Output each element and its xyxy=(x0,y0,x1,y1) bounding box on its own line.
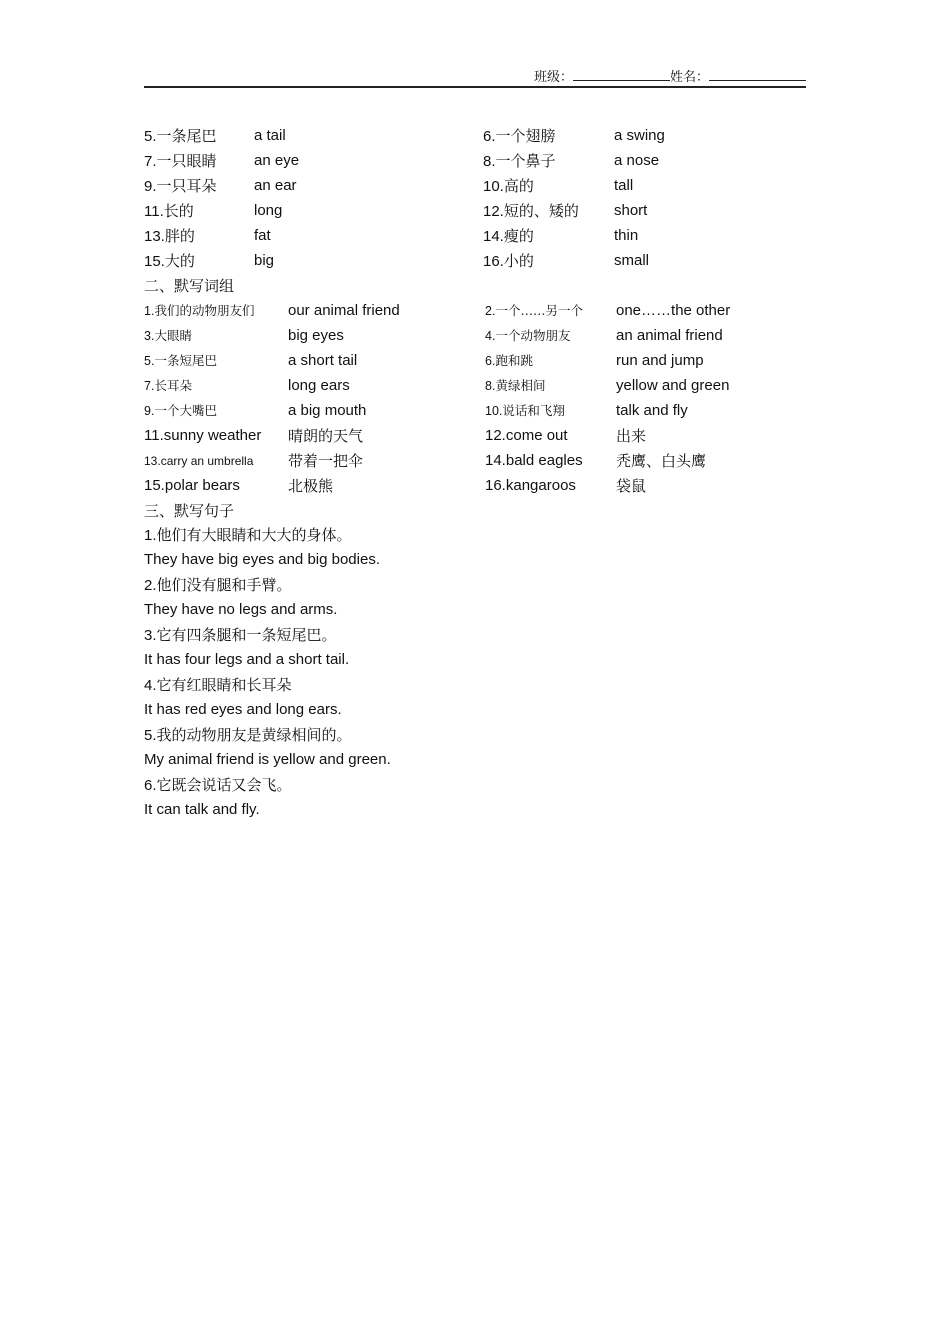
sentence-prompt xyxy=(144,725,352,746)
phrase-number: 6. xyxy=(485,354,496,368)
vocab-chinese: 一只眼睛 xyxy=(156,152,217,170)
phrase-item xyxy=(485,476,576,496)
vocab-english: small xyxy=(614,252,650,269)
vocab-number: 6. xyxy=(483,128,496,145)
sentence-number: 4. xyxy=(144,677,157,694)
phrase-prompt: 我们的动物朋友们 xyxy=(154,303,255,318)
sentence-answer: It has four legs and a short tail. xyxy=(144,651,350,668)
sentence-answer: It has red eyes and long ears. xyxy=(144,701,342,718)
vocab-english: a tail xyxy=(254,127,286,144)
phrase-prompt: 跑和跳 xyxy=(495,353,533,368)
sentence-prompt xyxy=(144,575,292,596)
vocab-english: fat xyxy=(254,227,271,244)
phrase-prompt: carry an umbrella xyxy=(160,454,254,468)
phrase-number: 4. xyxy=(485,329,496,343)
phrase-item xyxy=(144,426,261,446)
vocab-item xyxy=(483,226,534,247)
phrase-item xyxy=(144,476,240,496)
sentence-number: 1. xyxy=(144,527,157,544)
vocab-item xyxy=(144,176,217,197)
sentence-answer: My animal friend is yellow and green. xyxy=(144,751,391,768)
vocab-chinese: 大的 xyxy=(164,252,195,270)
class-blank xyxy=(573,68,670,81)
class-label: 班级： xyxy=(533,70,573,85)
name-label: 姓名： xyxy=(669,70,709,85)
phrase-answer: an animal friend xyxy=(616,327,723,344)
phrase-answer: yellow and green xyxy=(616,377,730,394)
vocab-english: thin xyxy=(614,227,639,244)
vocab-item xyxy=(144,226,195,247)
phrase-answer: a big mouth xyxy=(288,402,367,419)
phrase-answer: 北极熊 xyxy=(288,477,334,495)
vocab-number: 8. xyxy=(483,153,496,170)
vocab-item xyxy=(144,151,217,172)
vocab-number: 11. xyxy=(144,203,164,220)
phrase-prompt: 一条短尾巴 xyxy=(154,353,217,368)
phrase-number: 16. xyxy=(485,477,506,494)
vocab-item xyxy=(483,251,534,272)
vocab-english: tall xyxy=(614,177,634,194)
vocab-number: 15. xyxy=(144,253,165,270)
vocab-item xyxy=(144,126,217,147)
sentence-chinese: 我的动物朋友是黄绿相间的。 xyxy=(156,726,352,744)
sentence-answer: They have big eyes and big bodies. xyxy=(144,551,380,568)
vocab-item xyxy=(483,201,579,222)
phrase-answer: 袋鼠 xyxy=(616,477,647,495)
phrase-prompt: 一个……另一个 xyxy=(495,303,583,318)
vocab-chinese: 瘦的 xyxy=(503,227,534,245)
phrase-item xyxy=(144,376,192,396)
sentence-prompt xyxy=(144,675,292,696)
phrase-answer: long ears xyxy=(288,377,350,394)
sentence-chinese: 他们有大眼睛和大大的身体。 xyxy=(156,526,352,544)
vocab-chinese: 一个翅膀 xyxy=(495,127,556,145)
vocab-chinese: 胖的 xyxy=(164,227,195,245)
phrase-number: 10. xyxy=(485,404,503,418)
page-header xyxy=(144,64,806,88)
sentence-prompt xyxy=(144,775,292,796)
sentence-answer: They have no legs and arms. xyxy=(144,601,338,618)
sentence-prompt xyxy=(144,525,352,546)
phrase-item xyxy=(144,401,217,421)
phrase-item xyxy=(144,351,217,371)
phrase-prompt: 长耳朵 xyxy=(154,378,192,393)
vocab-item xyxy=(483,151,556,172)
vocab-english: long xyxy=(254,202,283,219)
phrase-answer: a short tail xyxy=(288,352,358,369)
vocab-number: 9. xyxy=(144,178,157,195)
phrase-number: 2. xyxy=(485,304,496,318)
phrase-number: 12. xyxy=(485,427,506,444)
phrase-item xyxy=(144,301,254,321)
phrase-prompt: 说话和飞翔 xyxy=(502,403,565,418)
phrase-answer: one……the other xyxy=(616,302,731,319)
vocab-chinese: 短的、矮的 xyxy=(503,202,579,220)
phrase-number: 3. xyxy=(144,329,155,343)
vocab-number: 5. xyxy=(144,128,157,145)
phrase-number: 9. xyxy=(144,404,155,418)
vocab-english: big xyxy=(254,252,275,269)
phrase-number: 13. xyxy=(144,454,161,468)
vocab-number: 14. xyxy=(483,228,504,245)
phrase-prompt: 一个大嘴巴 xyxy=(154,403,217,418)
phrase-number: 1. xyxy=(144,304,155,318)
phrase-answer: talk and fly xyxy=(616,402,688,419)
phrase-answer: 带着一把伞 xyxy=(288,452,364,470)
vocab-number: 13. xyxy=(144,228,165,245)
phrase-prompt: 大眼睛 xyxy=(154,328,192,343)
vocab-english: a swing xyxy=(614,127,665,144)
phrase-prompt: sunny weather xyxy=(163,427,262,444)
name-blank xyxy=(709,68,806,81)
vocab-number: 12. xyxy=(483,203,504,220)
section-2-title: 二、默写词组 xyxy=(144,277,235,295)
vocab-number: 10. xyxy=(483,178,504,195)
sentence-chinese: 它有红眼睛和长耳朵 xyxy=(156,676,292,694)
phrase-number: 7. xyxy=(144,379,155,393)
phrase-number: 15. xyxy=(144,477,165,494)
phrase-item xyxy=(144,326,192,346)
phrase-item xyxy=(485,326,570,346)
sentence-prompt xyxy=(144,625,337,646)
phrase-answer: run and jump xyxy=(616,352,704,369)
vocab-english: an eye xyxy=(254,152,300,169)
vocab-number: 16. xyxy=(483,253,504,270)
vocab-item xyxy=(483,126,556,147)
sentence-chinese: 他们没有腿和手臂。 xyxy=(156,576,292,594)
phrase-answer: 晴朗的天气 xyxy=(288,427,364,445)
phrase-prompt: 一个动物朋友 xyxy=(495,328,571,343)
phrase-item xyxy=(144,451,253,471)
vocab-chinese: 高的 xyxy=(503,177,534,195)
phrase-number: 11. xyxy=(144,427,164,444)
vocab-english: an ear xyxy=(254,177,297,194)
phrase-item xyxy=(485,451,583,471)
sentence-number: 3. xyxy=(144,627,157,644)
vocab-number: 7. xyxy=(144,153,157,170)
vocab-chinese: 一个鼻子 xyxy=(495,152,556,170)
vocab-item xyxy=(144,251,195,272)
phrase-prompt: 黄绿相间 xyxy=(495,378,546,393)
phrase-answer: big eyes xyxy=(288,327,344,344)
phrase-answer: our animal friend xyxy=(288,302,400,319)
phrase-answer: 出来 xyxy=(616,427,647,445)
vocab-chinese: 小的 xyxy=(503,252,534,270)
phrase-prompt: bald eagles xyxy=(505,452,583,469)
vocab-english: a nose xyxy=(614,152,660,169)
phrase-item xyxy=(485,351,533,371)
vocab-chinese: 一条尾巴 xyxy=(156,127,217,145)
vocab-chinese: 长的 xyxy=(163,202,194,220)
sentence-number: 6. xyxy=(144,777,157,794)
phrase-item xyxy=(485,376,545,396)
phrase-number: 5. xyxy=(144,354,155,368)
phrase-prompt: kangaroos xyxy=(505,477,576,494)
sentence-chinese: 它既会说话又会飞。 xyxy=(156,776,292,794)
phrase-answer: 秃鹰、白头鹰 xyxy=(616,452,707,470)
phrase-number: 14. xyxy=(485,452,506,469)
phrase-item xyxy=(485,401,565,421)
phrase-item xyxy=(485,426,568,446)
vocab-english: short xyxy=(614,202,648,219)
sentence-number: 2. xyxy=(144,577,157,594)
vocab-item xyxy=(483,176,534,197)
vocab-item xyxy=(144,201,194,222)
phrase-prompt: polar bears xyxy=(164,477,240,494)
sentence-answer: It can talk and fly. xyxy=(144,801,260,818)
sentence-number: 5. xyxy=(144,727,157,744)
header-fields xyxy=(534,66,806,85)
phrase-item xyxy=(485,301,583,321)
vocab-chinese: 一只耳朵 xyxy=(156,177,217,195)
phrase-number: 8. xyxy=(485,379,496,393)
phrase-prompt: come out xyxy=(505,427,568,444)
sentence-chinese: 它有四条腿和一条短尾巴。 xyxy=(156,626,337,644)
section-3-title: 三、默写句子 xyxy=(144,502,235,520)
